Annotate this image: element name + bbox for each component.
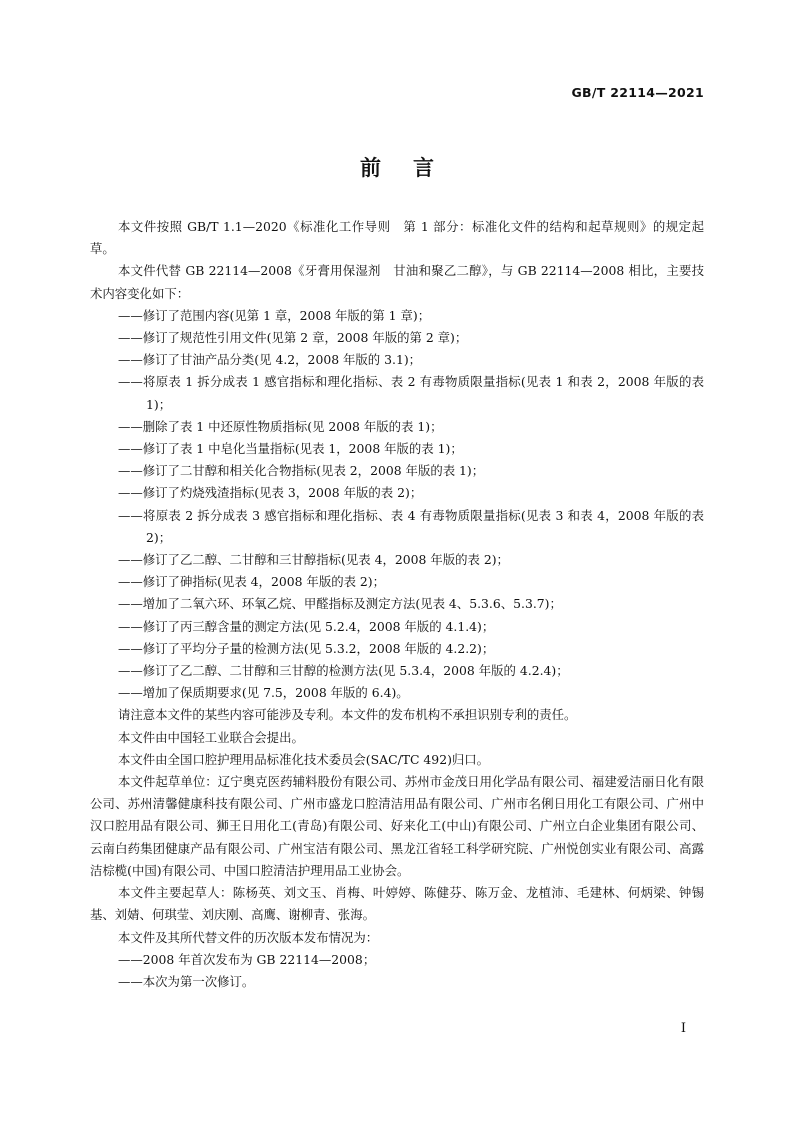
patent-notice: 请注意本文件的某些内容可能涉及专利。本文件的发布机构不承担识别专利的责任。: [118, 707, 577, 723]
history-item: ——2008 年首次发布为 GB 22114—2008；: [118, 951, 376, 967]
standard-number: GB/T 22114—2021: [571, 85, 704, 100]
change-item: ——增加了二氧六环、环氧乙烷、甲醛指标及测定方法(见表 4、5.3.6、5.3.7)；: [118, 596, 562, 612]
page-number: I: [680, 1021, 686, 1036]
history-intro: 本文件及其所代替文件的历次版本发布情况为：: [118, 929, 379, 945]
drafters: 本文件主要起草人：陈杨英、刘文玉、肖梅、叶婷婷、陈健芬、陈万金、龙植沛、毛建林、何炳梁、钟锡基、刘婧、何琪莹、刘庆刚、高鹰、谢柳青、张海。: [90, 885, 704, 923]
change-item: ——修订了甘油产品分类(见 4.2，2008 年版的 3.1)；: [118, 352, 422, 368]
change-item: ——修订了乙二醇、二甘醇和三甘醇指标(见表 4，2008 年版的表 2)；: [118, 552, 509, 568]
drafting-units: 本文件起草单位：辽宁奥克医药辅料股份有限公司、苏州市金茂日用化学品有限公司、福建爱洁丽日化有限公司、苏州清馨健康科技有限公司、广州市盛龙口腔清洁用品有限公司、广州市名俐日用化工有限公司、广州中汉口腔用品有限公司、狮王日用化工(青岛)有限公司、好来化工(中山)有限公司、广州立白企业集团有限公司、云南白药集团健康产品有限公司、广州宝洁有限公司、黑龙江省轻工科学研究院、广州悦创实业有限公司、高露洁棕榄(中国)有限公司、中国口腔清洁护理用品工业协会。: [90, 774, 704, 878]
change-item: ——修订了表 1 中皂化当量指标(见表 1，2008 年版的表 1)；: [118, 441, 463, 457]
foreword-body: [90, 216, 704, 993]
change-item: ——将原表 2 拆分成表 3 感官指标和理化指标、表 4 有毒物质限量指标(见表 3 和表 4，2008 年版的表 2)；: [118, 507, 704, 545]
change-item: ——修订了丙三醇含量的测定方法(见 5.2.4，2008 年版的 4.1.4)；: [118, 618, 495, 634]
change-item: ——增加了保质期要求(见 7.5，2008 年版的 6.4)。: [118, 685, 409, 701]
change-item: ——将原表 1 拆分成表 1 感官指标和理化指标、表 2 有毒物质限量指标(见表 1 和表 2，2008 年版的表 1)；: [118, 374, 704, 412]
history-item: ——本次为第一次修订。: [118, 973, 255, 989]
change-item: ——修订了范围内容(见第 1 章，2008 年版的第 1 章)；: [118, 307, 431, 323]
proposer-statement: 本文件由中国轻工业联合会提出。: [118, 729, 304, 745]
change-item: ——修订了平均分子量的检测方法(见 5.3.2，2008 年版的 4.2.2)；: [118, 640, 495, 656]
committee-statement: 本文件由全国口腔护理用品标准化技术委员会(SAC/TC 492)归口。: [118, 751, 490, 767]
change-item: ——修订了灼烧残渣指标(见表 3，2008 年版的表 2)；: [118, 485, 423, 501]
intro-paragraph: 本文件代替 GB 22114—2008《牙膏用保湿剂 甘油和聚乙二醇》，与 GB 22114—2008 相比，主要技术内容变化如下：: [90, 263, 704, 301]
change-item: ——修订了规范性引用文件(见第 2 章，2008 年版的第 2 章)；: [118, 330, 468, 346]
change-item: ——修订了砷指标(见表 4，2008 年版的表 2)；: [118, 574, 386, 590]
change-item: ——修订了乙二醇、二甘醇和三甘醇的检测方法(见 5.3.4，2008 年版的 4.2.4)；: [118, 663, 569, 679]
change-item: ——修订了二甘醇和相关化合物指标(见表 2，2008 年版的表 1)；: [118, 463, 485, 479]
page-title: 前言: [360, 156, 466, 180]
change-item: ——删除了表 1 中还原性物质指标(见 2008 年版的表 1)；: [118, 418, 443, 434]
intro-paragraph: 本文件按照 GB/T 1.1—2020《标准化工作导则 第 1 部分：标准化文件的结构和起草规则》的规定起草。: [90, 219, 704, 257]
